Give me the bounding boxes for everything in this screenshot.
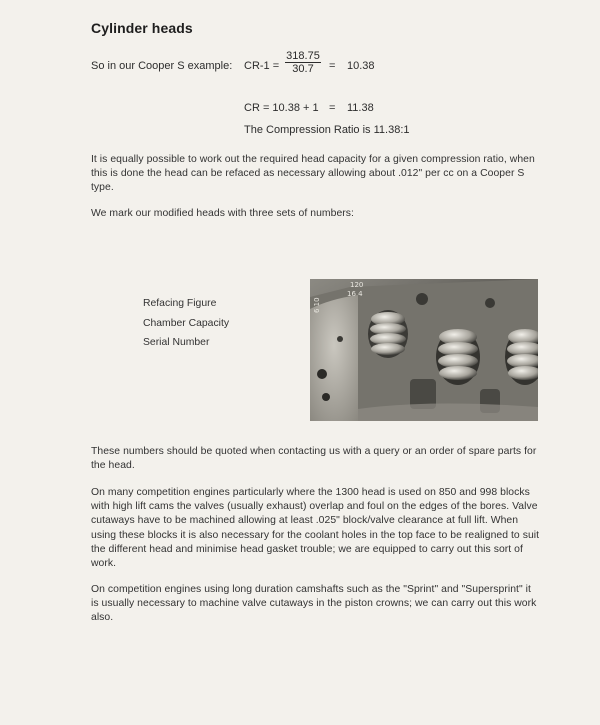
calc-cr-equals: = [329,102,336,114]
calc-cr1-result: 10.38 [347,60,375,72]
caption-chamber-capacity: Chamber Capacity [143,318,230,329]
calc-intro: So in our Cooper S example: [91,60,233,72]
photo-stamp-mid: 16 4 [347,290,363,298]
calc-fraction-denominator: 30.7 [292,63,314,75]
calc-cr-line: CR = 10.38 + 1 [244,102,319,114]
calc-fraction [285,50,321,75]
paragraph-competition-engines: On many competition engines particularly where the 1300 head is used on 850 and 998 blocks with high lift cams the valves (usually exhaust) overlap and foul on the edges of the bores. Valve cutaways have to be machined allowing at least .025" block/valve clearance at full lift. When using these blocks it is also necessary for the coolant holes in the top face to be realigned to suit the different head and minimise head gasket trouble; we are equipped to carry out this sort of work. [91,487,540,570]
calc-cr1-equals: = [329,60,336,72]
calc-fraction-numerator: 318.75 [286,50,320,62]
paragraph-piston-cutaways: On competition engines using long duration camshafts such as the "Sprint" and "Supersprint" it is usually necessary to machine valve cutaways in the piston crowns; we can carry out this work also. [91,584,537,624]
paragraph-quote-numbers: These numbers should be quoted when contacting us with a query or an order of spare parts for the head. [91,446,537,472]
paragraph-mark-heads: We mark our modified heads with three sets of numbers: [91,208,354,219]
cylinder-head-photo [310,279,538,421]
section-heading: Cylinder heads [91,20,193,36]
photo-stamp-top: 120 [350,281,364,289]
cylinder-head-illustration [310,279,538,421]
photo-stamp-side: 6 10 [313,297,321,313]
paragraph-head-capacity: It is equally possible to work out the required head capacity for a given compression ratio, when this is done the head can be refaced as necessary allowing about .012" per cc on a Cooper S type. [91,154,535,194]
caption-serial-number: Serial Number [143,337,210,348]
calc-cr-result: 11.38 [347,102,374,114]
calc-cr1-lhs: CR-1 = [244,60,280,72]
calc-ratio-line: The Compression Ratio is 11.38:1 [244,124,410,136]
caption-refacing-figure: Refacing Figure [143,298,217,309]
